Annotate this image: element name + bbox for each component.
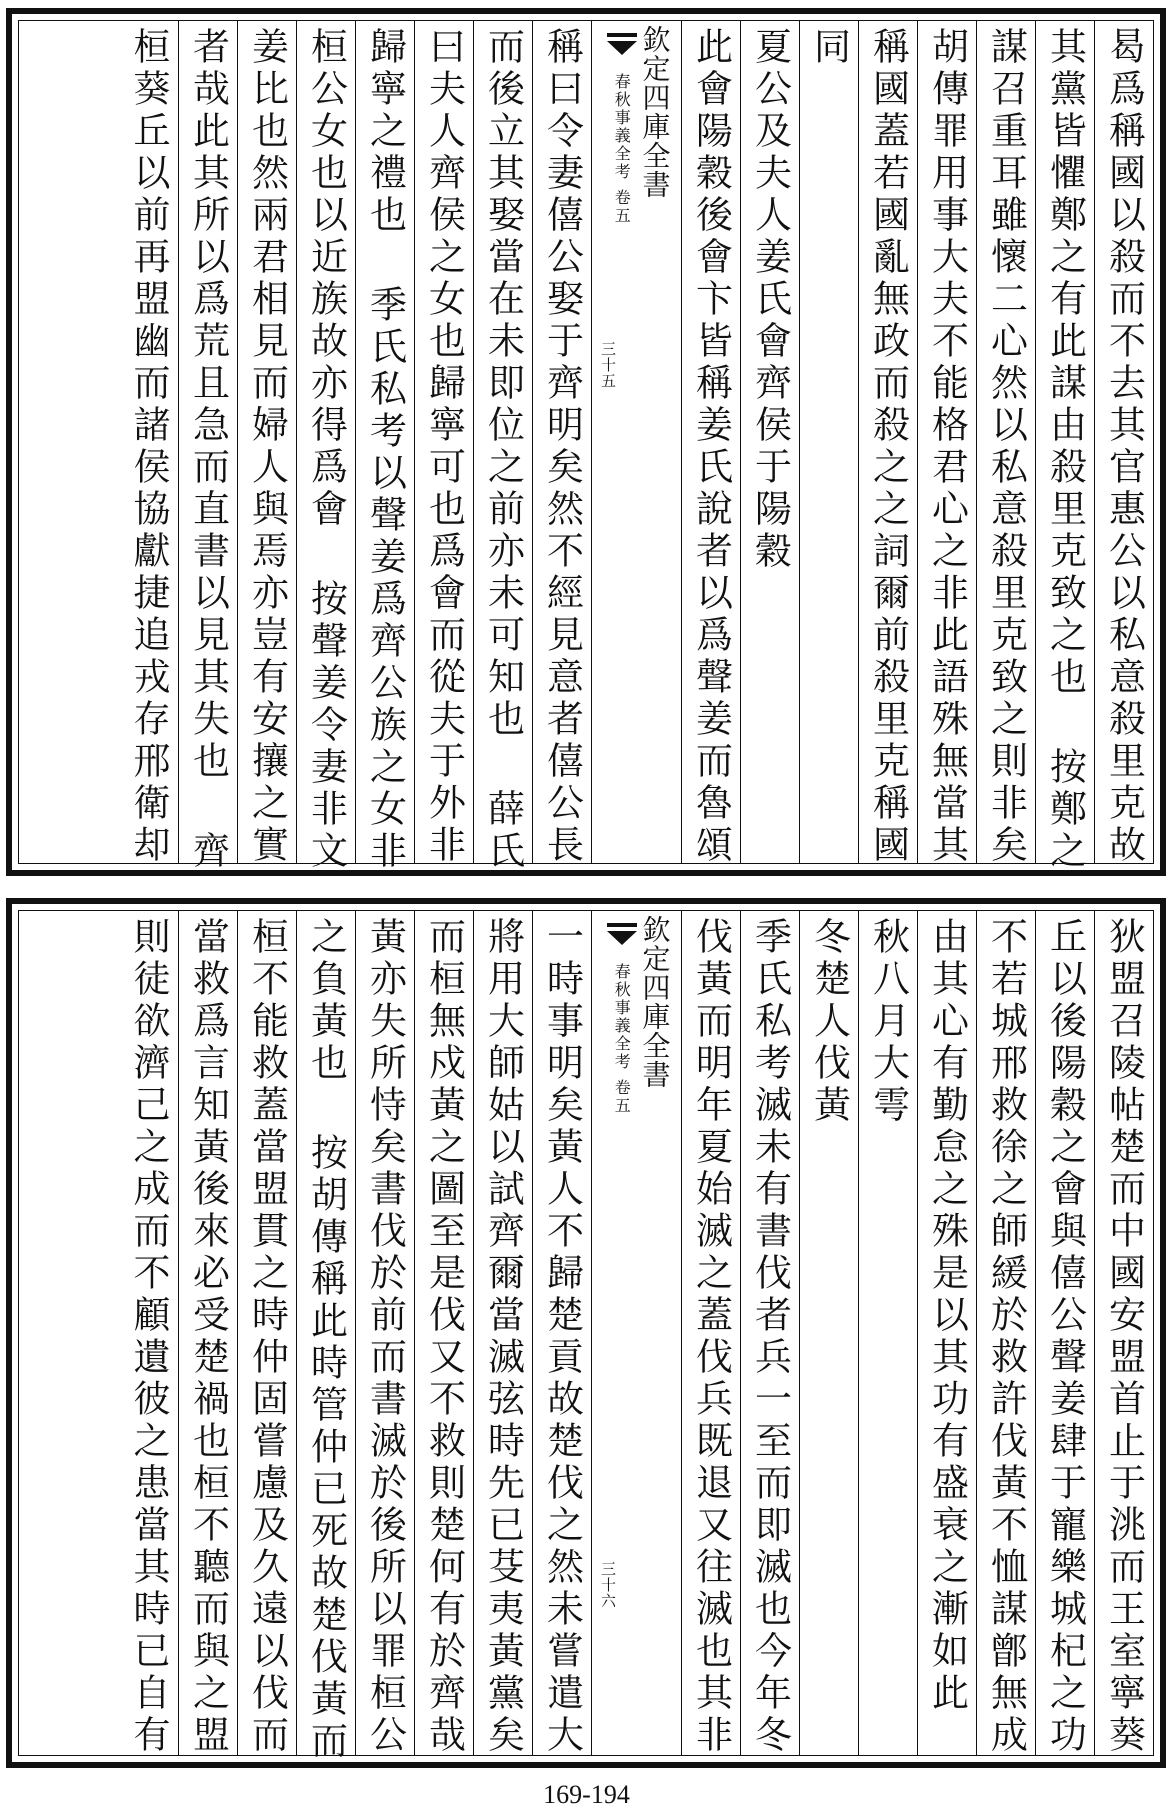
- text-column: 秋八月大雩: [858, 911, 917, 1755]
- top-page-columns: [18, 20, 1154, 873]
- text-column: 一時事明矣黃人不歸楚貢故楚伐之然未嘗遣大: [532, 911, 591, 1755]
- text-column: 曷爲稱國以殺而不去其官惠公以私意殺里克故: [1094, 21, 1153, 863]
- text-column: 伐黃而明年夏始滅之蓋伐兵既退又往滅也其非: [681, 911, 740, 1755]
- text-column: 此會陽穀後會卞皆稱姜氏說者以爲聲姜而魯頌: [681, 21, 740, 863]
- text-column: 稱國蓋若國亂無政而殺之之詞爾前殺里克稱國: [858, 21, 917, 863]
- center-margin-column: [591, 21, 681, 863]
- running-title: 春秋事義全考: [612, 963, 632, 1071]
- text-column: 黃亦失所恃矣書伐於前而書滅於後所以罪桓公: [355, 911, 414, 1755]
- text-column: 則徒欲濟己之成而不顧遺彼之患當其時已自有: [127, 917, 170, 1757]
- text-column: 桓公女也以近族故亦得爲會 按聲姜令妻非文: [296, 21, 355, 863]
- text-column: 曰夫人齊侯之女也歸寧可也爲會而從夫于外非: [414, 21, 473, 863]
- text-column: 狄盟召陵帖楚而中國安盟首止于洮而王室寧葵: [1094, 911, 1153, 1755]
- text-column: 丘以後陽穀之會與僖公聲姜肆于寵樂城杞之功: [1035, 911, 1094, 1755]
- text-column: 當救爲言知黃後來必受楚禍也桓不聽而與之盟: [178, 911, 237, 1755]
- running-title: 春秋事義全考: [612, 73, 632, 181]
- volume-label: 卷五: [612, 189, 632, 225]
- bottom-page-columns: [18, 910, 1154, 1763]
- text-column: 同: [799, 21, 858, 863]
- text-column: 季氏私考滅未有書伐者兵一至而即滅也今年冬: [740, 911, 799, 1755]
- text-column: 將用大師姑以試齊爾當滅弦時先已芟夷黃黨矣: [473, 911, 532, 1755]
- text-column: 夏公及夫人姜氏會齊侯于陽穀: [740, 21, 799, 863]
- text-column: 者哉此其所以爲荒且急而直書以見其失也 齊: [178, 21, 237, 863]
- center-margin-column: [591, 911, 681, 1755]
- text-column: 謀召重耳雖懷二心然以私意殺里克致之則非矣: [976, 21, 1035, 863]
- text-column: 桓不能救蓋當盟貫之時仲固嘗慮及久遠以伐而: [237, 911, 296, 1755]
- top-page-panel: [6, 8, 1166, 876]
- text-column: 歸寧之禮也 季氏私考以聲姜爲齊公族之女非: [355, 21, 414, 863]
- text-column: 不若城邢救徐之師緩於救許伐黃不恤謀鄫無成: [976, 911, 1035, 1755]
- volume-label: 卷五: [612, 1079, 632, 1115]
- fish-tail-mark-icon: [605, 919, 639, 957]
- text-column: 而後立其娶當在未即位之前亦未可知也 薛氏: [473, 21, 532, 863]
- text-column: 胡傳罪用事大夫不能格君心之非此語殊無當其: [917, 21, 976, 863]
- text-column: 冬楚人伐黃: [799, 911, 858, 1755]
- leaf-number: 三十六: [599, 1561, 617, 1609]
- page-number-footer: 169-194: [543, 1780, 630, 1809]
- book-title: 欽定四庫全書: [638, 915, 672, 1089]
- bottom-page-panel: [6, 898, 1166, 1768]
- text-column: 姜比也然兩君相見而婦人與焉亦豈有安攘之實: [237, 21, 296, 863]
- text-column: 由其心有勤怠之殊是以其功有盛衰之漸如此: [917, 911, 976, 1755]
- text-column: 而桓無戍黃之圖至是伐又不救則楚何有於齊哉: [414, 911, 473, 1755]
- text-column: 桓葵丘以前再盟幽而諸侯協獻捷追戎存邢衛却: [127, 27, 170, 867]
- text-column: 稱曰令妻僖公娶于齊明矣然不經見意者僖公長: [532, 21, 591, 863]
- text-column: 之負黃也 按胡傳稱此時管仲已死故楚伐黃而: [296, 911, 355, 1755]
- fish-tail-mark-icon: [605, 29, 639, 67]
- book-title: 欽定四庫全書: [638, 25, 672, 199]
- leaf-number: 三十五: [599, 341, 617, 389]
- text-column: 其黨皆懼鄭之有此謀由殺里克致之也 按鄭之: [1035, 21, 1094, 863]
